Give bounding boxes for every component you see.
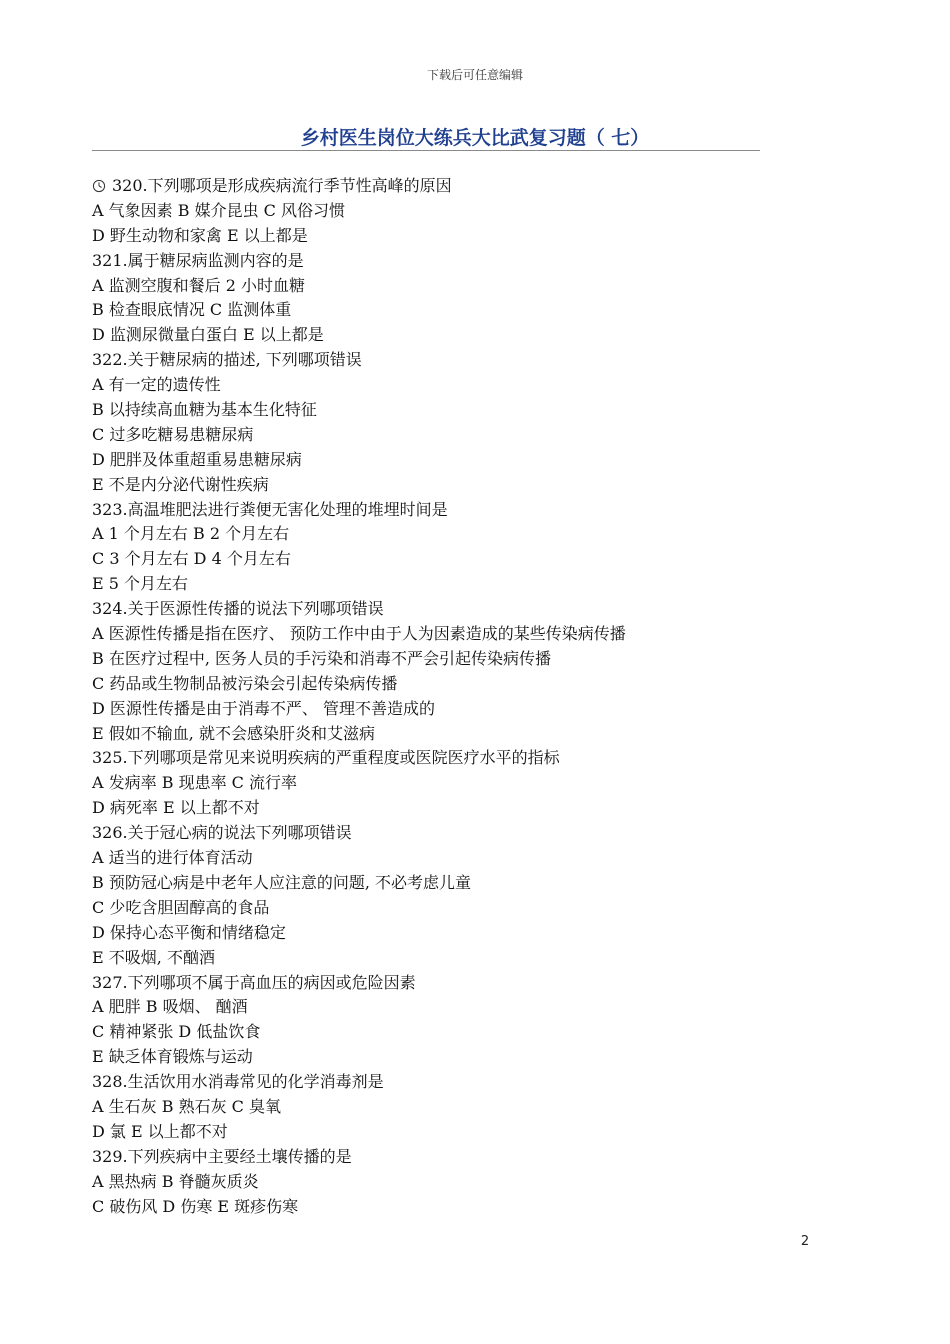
title-divider: [92, 150, 760, 151]
page-number: 2: [800, 1234, 810, 1249]
option-line: D 监测尿微量白蛋白 E 以上都是: [92, 325, 324, 345]
option-line: E 5 个月左右: [92, 574, 189, 594]
option-line: A 生石灰 B 熟石灰 C 臭氧: [92, 1096, 281, 1116]
option-line: A 有一定的遗传性: [92, 375, 221, 395]
question-line: 328.生活饮用水消毒常见的化学消毒剂是: [92, 1072, 384, 1092]
option-line: B 预防冠心病是中老年人应注意的问题, 不必考虑儿童: [92, 872, 472, 892]
option-line: E 不是内分泌代谢性疾病: [92, 474, 269, 494]
option-line: A 气象因素 B 媒介昆虫 C 风俗习惯: [92, 200, 345, 220]
option-line: D 野生动物和家禽 E 以上都是: [92, 225, 308, 245]
option-line: C 药品或生物制品被污染会引起传染病传播: [92, 673, 398, 693]
option-line: C 精神紧张 D 低盐饮食: [92, 1022, 261, 1042]
question-line: 326.关于冠心病的说法下列哪项错误: [92, 823, 352, 843]
question-line: 329.下列疾病中主要经土壤传播的是: [92, 1146, 352, 1166]
option-line: B 在医疗过程中, 医务人员的手污染和消毒不严会引起传染病传播: [92, 648, 552, 668]
option-line: D 医源性传播是由于消毒不严、 管理不善造成的: [92, 698, 436, 718]
option-line: C 少吃含胆固醇高的食品: [92, 897, 270, 917]
option-line: B 以持续高血糖为基本生化特征: [92, 400, 317, 420]
option-line: A 适当的进行体育活动: [92, 848, 253, 868]
option-line: D 保持心态平衡和情绪稳定: [92, 922, 286, 942]
option-line: A 发病率 B 现患率 C 流行率: [92, 773, 297, 793]
question-text: 320.下列哪项是形成疾病流行季节性高峰的原因: [112, 176, 452, 195]
option-line: A 肥胖 B 吸烟、 酗酒: [92, 997, 248, 1017]
option-line: A 1 个月左右 B 2 个月左右: [92, 524, 290, 544]
option-line: E 假如不输血, 就不会感染肝炎和艾滋病: [92, 723, 375, 743]
option-line: D 肥胖及体重超重易患糖尿病: [92, 449, 302, 469]
page-header: 下载后可任意编辑: [426, 68, 523, 82]
question-line: 323.高温堆肥法进行粪便无害化处理的堆埋时间是: [92, 499, 448, 519]
option-line: A 黑热病 B 脊髓灰质炎: [92, 1171, 259, 1191]
document-title: 乡村医生岗位大练兵大比武复习题（ 七）: [300, 127, 650, 149]
question-line: 327.下列哪项不属于高血压的病因或危险因素: [92, 972, 416, 992]
option-line: B 检查眼底情况 C 监测体重: [92, 300, 292, 320]
question-line: 324.关于医源性传播的说法下列哪项错误: [92, 599, 384, 619]
option-line: C 过多吃糖易患糖尿病: [92, 424, 254, 444]
option-line: A 监测空腹和餐后 2 小时血糖: [92, 275, 305, 295]
option-line: D 病死率 E 以上都不对: [92, 798, 260, 818]
option-line: C 3 个月左右 D 4 个月左右: [92, 549, 291, 569]
option-line: A 医源性传播是指在医疗、 预防工作中由于人为因素造成的某些传染病传播: [92, 624, 626, 644]
question-list: [92, 174, 812, 1219]
question-line: 321.属于糖尿病监测内容的是: [92, 250, 304, 270]
option-line: C 破伤风 D 伤寒 E 斑疹伤寒: [92, 1196, 299, 1216]
option-line: D 氯 E 以上都不对: [92, 1121, 228, 1141]
clock-icon: [92, 176, 106, 201]
option-line: E 不吸烟, 不酗酒: [92, 947, 215, 967]
option-line: E 缺乏体育锻炼与运动: [92, 1047, 253, 1067]
question-line: 325.下列哪项是常见来说明疾病的严重程度或医院医疗水平的指标: [92, 748, 560, 768]
question-line: 322.关于糖尿病的描述, 下列哪项错误: [92, 350, 362, 370]
question-line: [92, 174, 812, 199]
